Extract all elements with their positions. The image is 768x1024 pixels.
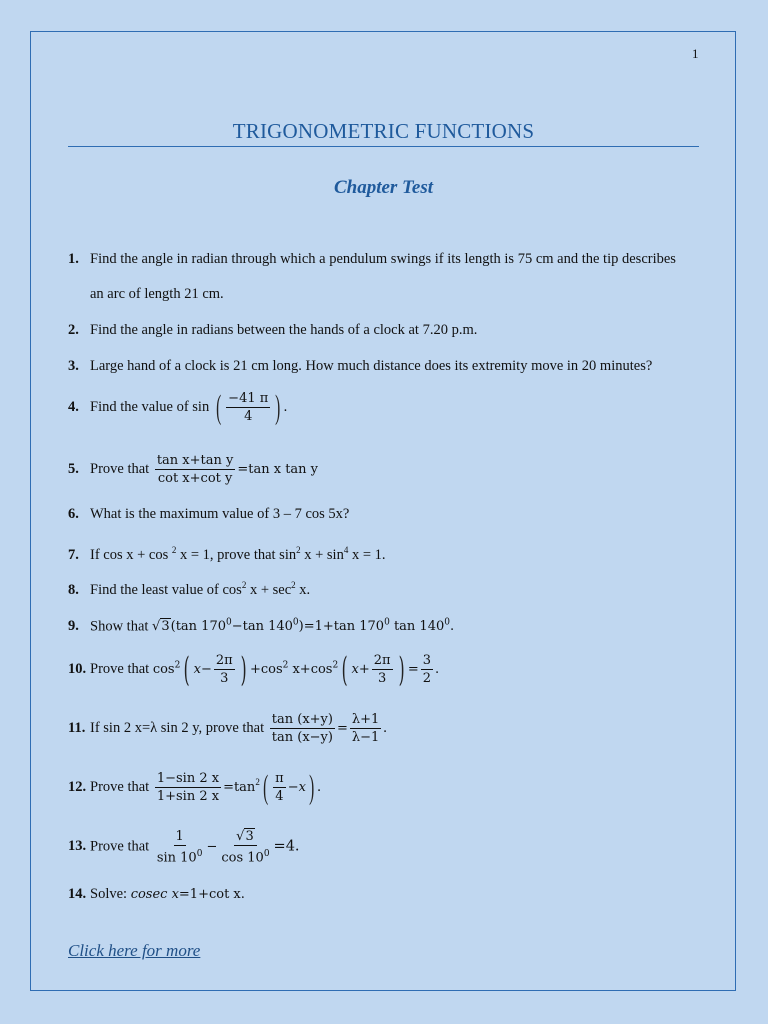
question-text: Find the least value of cos: [90, 581, 242, 598]
question-text: x = 1.: [348, 546, 386, 563]
question-text: Prove that: [90, 460, 150, 477]
expr-part: cos: [152, 662, 175, 677]
question-text: Prove that: [90, 661, 150, 677]
fraction: [372, 652, 393, 687]
question-14: [68, 885, 245, 904]
expr-part: +cos: [249, 662, 283, 677]
question-text: Find the angle in radians between the hands of a clock at 7.20 p.m.: [90, 322, 478, 338]
superscript: 2: [171, 545, 177, 555]
fraction: [270, 711, 335, 746]
denominator: tan (x−y): [271, 730, 333, 745]
question-text: Solve:: [90, 886, 128, 902]
question-text: x + sec: [246, 581, 292, 598]
denominator: 4: [244, 409, 253, 424]
tail: .: [283, 398, 288, 415]
expr-part: x+: [351, 662, 370, 677]
question-number: 12.: [68, 778, 87, 795]
question-number: 6.: [68, 506, 79, 522]
click-here-for-more-link[interactable]: Click here for more: [68, 941, 201, 960]
denominator: [155, 846, 205, 866]
left-paren: (: [341, 649, 348, 690]
question-text: Large hand of a clock is 21 cm long. How much distance does its extremity move in 20 minutes?: [90, 358, 653, 374]
expression: √3(tan $170^0-\tan$ $140^0)=1+\tan$ $170^0$ $\tan 140^0$.: [152, 618, 455, 635]
fraction: [155, 770, 221, 805]
question-number: 10.: [68, 661, 87, 677]
fraction: [273, 770, 286, 805]
tail: .: [317, 778, 321, 795]
numerator: 1−sin 2 x: [156, 771, 220, 786]
degree-mark: 0: [225, 618, 232, 628]
right-paren: ): [309, 768, 315, 806]
denominator: cot x+cot y: [157, 471, 233, 486]
title-divider: [68, 146, 699, 147]
question-text: If cos x + cos: [90, 546, 172, 563]
numerator: tan (x+y): [271, 712, 333, 727]
question-2: [68, 321, 477, 339]
superscript: 2: [291, 580, 296, 590]
denominator: 1+sin 2 x: [156, 789, 220, 804]
superscript: 4: [343, 545, 349, 555]
question-8: [68, 576, 310, 599]
question-number: 11.: [68, 719, 86, 736]
question-number: 4.: [68, 398, 79, 415]
fraction: [350, 711, 381, 746]
question-6: [68, 505, 349, 523]
question-text: x = 1, prove that sin: [176, 546, 297, 563]
denominator: 3: [377, 671, 387, 686]
denominator: 4: [275, 789, 284, 804]
expr-part: −x: [287, 779, 306, 795]
question-1-continuation: an arc of length 21 cm.: [90, 286, 224, 302]
denominator: 3: [220, 671, 229, 686]
right-paren: ): [398, 649, 405, 690]
radicand: 3: [245, 829, 254, 844]
denominator: λ−1: [351, 730, 380, 745]
left-paren: (: [215, 388, 222, 426]
numerator: 1: [175, 829, 184, 844]
question-4: [68, 390, 287, 425]
question-text: Prove that: [90, 778, 150, 795]
denominator: [219, 846, 271, 866]
question-text: Prove that: [90, 838, 150, 855]
expr-part: sin 10: [156, 850, 197, 866]
numerator: π: [275, 771, 284, 786]
degree-mark: 0: [263, 849, 270, 859]
superscript: 2: [241, 580, 247, 590]
question-7: [68, 541, 386, 564]
radicand: 3: [161, 619, 170, 635]
expr-part: −: [206, 839, 218, 855]
numerator: 3: [422, 653, 431, 668]
fraction: [214, 652, 235, 687]
left-paren: (: [262, 768, 269, 806]
question-number: 3.: [68, 358, 79, 374]
expr-part: tan 170: [175, 619, 226, 635]
fraction: [155, 452, 236, 487]
question-number: 8.: [68, 581, 79, 598]
superscript: 2: [255, 777, 260, 787]
expr-part: =: [407, 662, 419, 677]
numerator: tan x+tan y: [156, 453, 234, 468]
question-3: [68, 357, 652, 375]
question-number: 9.: [68, 618, 79, 635]
fraction: [421, 652, 433, 687]
fraction: [226, 390, 270, 425]
right-paren: ): [240, 649, 247, 690]
question-text: x + sin: [300, 546, 344, 563]
page-title: TRIGONOMETRIC FUNCTIONS: [232, 119, 535, 143]
expr-part: cosec x: [130, 887, 179, 902]
question-text: x.: [295, 581, 311, 598]
question-text: Show that: [90, 618, 149, 635]
expr-part: =1+tan 170: [303, 619, 385, 635]
question-9: [68, 614, 454, 636]
numerator: 2π: [373, 653, 391, 668]
numerator: √3: [234, 828, 257, 846]
fraction: [219, 828, 271, 866]
expr-part: =: [336, 720, 348, 736]
question-10: [68, 649, 440, 690]
question-5: [68, 452, 318, 487]
question-13: [68, 828, 300, 866]
question-number: 1.: [68, 251, 79, 267]
page-number: 1: [692, 46, 699, 61]
degree-mark: 0: [444, 618, 450, 628]
expr-part: tan 140: [393, 619, 445, 635]
superscript: 2: [174, 660, 181, 671]
tail: .: [449, 619, 455, 635]
fraction: [155, 828, 205, 866]
numerator: 2π: [215, 653, 233, 668]
question-text: What is the maximum value of 3 – 7 cos 5x?: [90, 506, 350, 522]
tail: =1+cot x.: [178, 887, 245, 902]
chapter-subtitle: Chapter Test: [333, 177, 434, 198]
superscript: 2: [296, 545, 301, 555]
question-number: 13.: [68, 838, 87, 855]
question-text: Find the value of sin: [90, 398, 210, 415]
denominator: 2: [422, 671, 431, 686]
expr-part: x+cos: [288, 662, 333, 677]
superscript: 2: [332, 660, 339, 671]
tail: =4.: [273, 838, 300, 855]
tail: =tan x tan y: [237, 461, 319, 477]
question-number: 2.: [68, 322, 79, 338]
degree-mark: 0: [384, 618, 390, 628]
superscript: 2: [282, 660, 289, 671]
expr-part: cos 10: [221, 850, 264, 866]
question-text: Find the angle in radian through which a pendulum swings if its length is 75 cm and the tip describes: [90, 251, 676, 267]
right-paren: ): [275, 388, 281, 426]
expr-part: =tan: [223, 779, 256, 795]
degree-mark: 0: [196, 849, 203, 859]
numerator: λ+1: [351, 712, 380, 727]
question-number: 7.: [68, 546, 79, 563]
question-number: 14.: [68, 886, 87, 902]
question-1: [68, 250, 676, 268]
question-12: [68, 770, 321, 805]
question-text: If sin 2 x=λ sin 2 y, prove that: [90, 719, 265, 736]
numerator: −41 π: [228, 391, 269, 406]
expr-part: −tan 140: [231, 619, 293, 635]
question-number: 5.: [68, 460, 79, 477]
degree-mark: 0: [292, 618, 299, 628]
left-paren: (: [183, 649, 190, 690]
tail: .: [383, 719, 387, 736]
question-11: [68, 711, 387, 746]
tail: .: [435, 662, 440, 677]
expr-part: x−: [193, 662, 212, 677]
